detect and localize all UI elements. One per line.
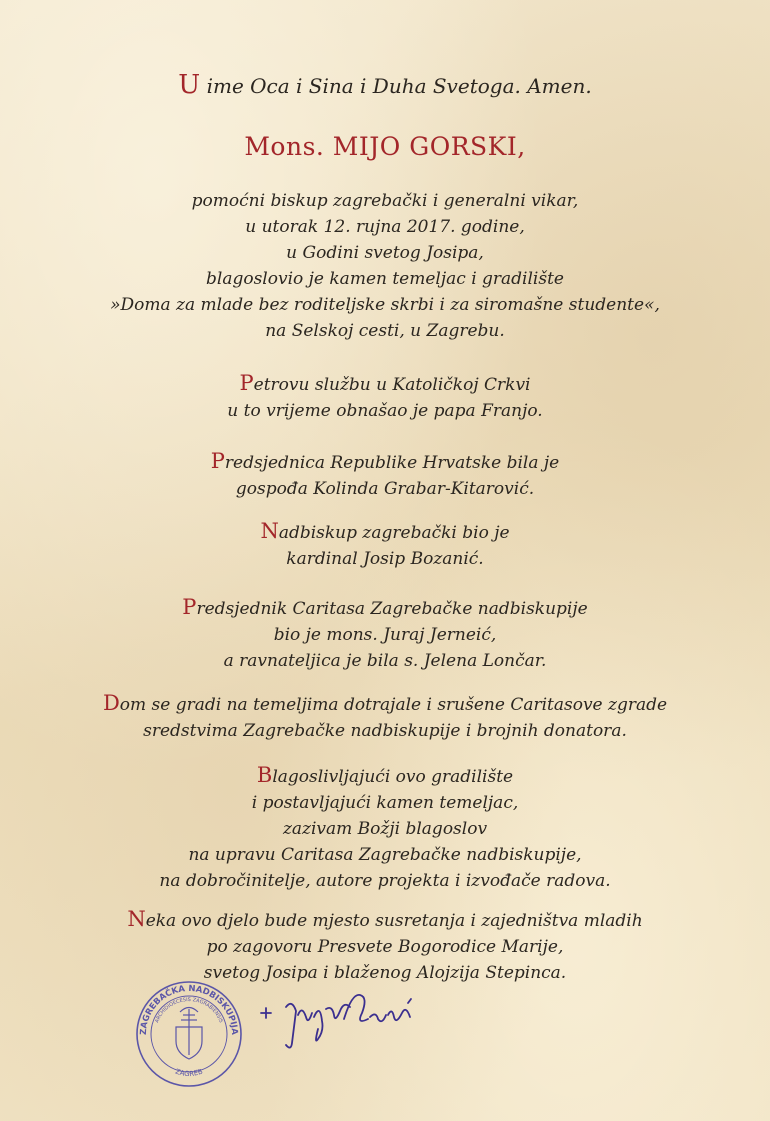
paragraph-caritas-initial: P [182, 595, 197, 619]
intro-line-6: na Selskoj cesti, u Zagrebu. [265, 321, 505, 341]
paragraph-president-line-1: redsjednica Republike Hrvatske bila je [224, 453, 560, 473]
paragraph-closing-initial: N [127, 907, 146, 931]
paragraph-blessing-line-1: lagoslivljajući ovo gradilište [272, 767, 514, 787]
paragraph-archbishop-line-2: kardinal Josip Bozanić. [286, 549, 484, 569]
paragraph-blessing [0, 762, 770, 894]
paragraph-building-line-2: sredstvima Zagrebačke nadbiskupije i brojnih donatora. [143, 721, 627, 741]
paragraph-blessing-line-3: zazivam Božji blagoslov [282, 819, 488, 839]
paragraph-closing-line-3: svetog Josipa i blaženog Alojzija Stepinca. [203, 963, 567, 983]
seal-bottom-text: ZAGREB [174, 1067, 204, 1079]
seal-outer-text: ZAGREBAČKA NADBISKUPIJA [138, 983, 240, 1036]
bishop-name: Mons. MIJO GORSKI, [244, 132, 526, 161]
paragraph-pope [0, 370, 770, 424]
paragraph-closing-line-2: po zagovoru Presvete Bogorodice Marije, [206, 937, 564, 957]
invocation-line [0, 72, 770, 99]
intro-line-5: »Doma za mlade bez roditeljske skrbi i za siromašne studente«, [110, 295, 660, 315]
paragraph-pope-line-2: u to vrijeme obnašao je papa Franjo. [227, 401, 543, 421]
paragraph-blessing-initial: B [256, 763, 273, 787]
paragraph-closing [0, 906, 770, 986]
seal-inner-text: ARCHIDIOECESIS ZAGRABIENSIS [154, 996, 224, 1024]
coat-of-arms-icon [176, 1008, 202, 1060]
paragraph-blessing-line-5: na dobročinitelje, autore projekta i izvođače radova. [159, 871, 611, 891]
paragraph-president-initial: P [210, 449, 225, 473]
paragraph-pope-initial: P [239, 371, 254, 395]
intro-line-3: u Godini svetog Josipa, [286, 243, 484, 263]
paragraph-archbishop-initial: N [260, 519, 279, 543]
paragraph-caritas-line-2: bio je mons. Juraj Jerneić, [273, 625, 497, 645]
intro-line-1: pomoćni biskup zagrebački i generalni vikar, [191, 191, 579, 211]
archdiocese-seal [134, 979, 244, 1089]
paragraph-building-initial: D [102, 691, 120, 715]
paragraph-building [0, 690, 770, 744]
invocation-initial: U [178, 70, 201, 100]
paragraph-building-line-1: om se gradi na temeljima dotrajale i srušene Caritasove zgrade [119, 695, 668, 715]
paragraph-president-line-2: gospođa Kolinda Grabar-Kitarović. [235, 479, 535, 499]
paragraph-president [0, 448, 770, 502]
paragraph-closing-line-1: eka ovo djelo bude mjesto susretanja i zajedništva mladih [145, 911, 643, 931]
intro-line-2: u utorak 12. rujna 2017. godine, [245, 217, 525, 237]
invocation-text: ime Oca i Sina i Duha Svetoga. Amen. [200, 74, 592, 98]
intro-paragraph [0, 188, 770, 344]
paragraph-archbishop [0, 518, 770, 572]
paragraph-caritas [0, 594, 770, 674]
paragraph-pope-line-1: etrovu službu u Katoličkoj Crkvi [253, 375, 531, 395]
bishop-signature [258, 985, 433, 1055]
paragraph-blessing-line-2: i postavljajući kamen temeljac, [251, 793, 519, 813]
intro-line-4: blagoslovio je kamen temeljac i gradilište [206, 269, 564, 289]
paragraph-caritas-line-1: redsjednik Caritasa Zagrebačke nadbiskupije [196, 599, 588, 619]
paragraph-caritas-line-3: a ravnateljica je bila s. Jelena Lončar. [223, 651, 547, 671]
paragraph-archbishop-line-1: adbiskup zagrebački bio je [278, 523, 510, 543]
paragraph-blessing-line-4: na upravu Caritasa Zagrebačke nadbiskupije, [188, 845, 582, 865]
